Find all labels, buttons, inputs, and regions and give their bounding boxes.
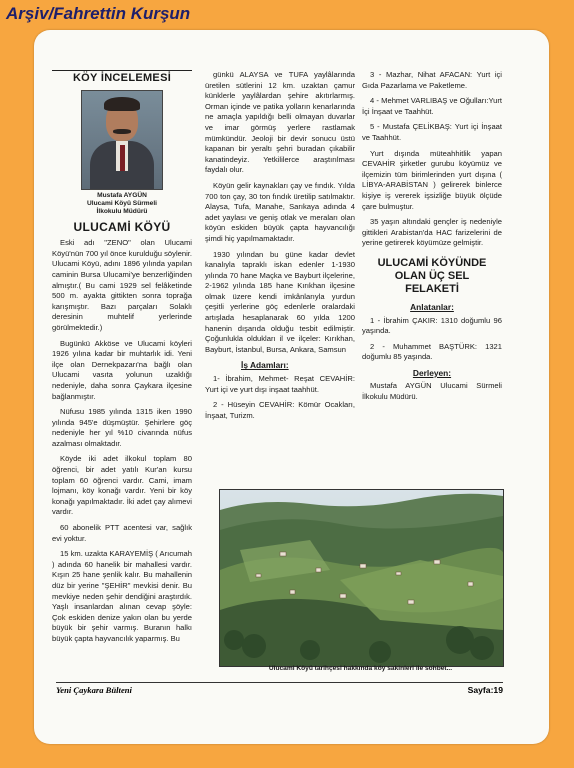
paragraph: Yurt dışında müteahhitlik yapan CEVAHİR şirketler gurubu köyümüz ve ilçemizin tüm birimlerinden yurt dışına ( LİBYA-ARABİSTAN ) gelirerek binlerce kişiye iş vererek işsizliğe büyük ölçüde çare bulmuştur. bbox=[362, 148, 502, 211]
photo-caption-line2: Ulucami Köyü Sürmeli bbox=[87, 199, 157, 207]
business-item: 5 - Mustafa ÇELİKBAŞ: Yurt içi İnşaat ve Taahhüt. bbox=[362, 122, 502, 142]
flood-title-line1: ULUCAMİ KÖYÜNDE bbox=[377, 256, 487, 269]
paragraph: günkü ALAYSA ve TUFA yaylâlarında üretilen sütlerini 12 km. uzaktan çamur künklerle yaylâlardan şehire akıtırlarmış. Orman içinde ve patika yolların kenarlarında ne amaçla yapıldığı belli olmayan duvarlar ve imar görmüş yerlere rastlamak mümkündür. Jeoloji bir devir sonucu üstü kapanan bir yeraltı şehri buradan çıkabilir kanatindeyiz. Yetkililerce araştırılması faydalı olur. bbox=[205, 70, 355, 175]
business-item: 2 - Hüseyin CEVAHİR: Kömür Ocakları, İnşaat, Turizm. bbox=[205, 400, 355, 420]
column-3 bbox=[362, 70, 502, 408]
portrait-photo bbox=[81, 90, 163, 190]
business-item: 4 - Mehmet VARLIBAŞ ve Oğulları:Yurt İçi İnşaat ve Taahhüt. bbox=[362, 96, 502, 116]
paragraph: Köyde iki adet ilkokul toplam 80 öğrenci, bir adet yatılı Kur'an kursu toplam 60 öğrenci vardır. Cami, imam lojmanı, köy konağı vardır. Yeni bir köy konağı yapılmaktadır. İki adet çay alımevi vardır. bbox=[52, 454, 192, 517]
paragraph: Bugünkü Akköse ve Ulucami köyleri 1926 yılına kadar bir muhtarlık idi. Yeni ilçe olan Dernekpazarı'na bağlı olan Ulucami vasıta yolunun uzaklığı nedeniyle, daha sonra Çaykara ilçesine bağlanmıştır. bbox=[52, 338, 192, 401]
narrators-heading: Anlatanlar: bbox=[410, 301, 454, 312]
photo-caption-line3: İlkokulu Müdürü bbox=[96, 207, 148, 215]
photo-caption bbox=[52, 192, 192, 216]
publication-name: Yeni Çaykara Bülteni bbox=[56, 685, 132, 695]
column-1 bbox=[52, 70, 192, 650]
business-item: 1- İbrahim, Mehmet- Reşat CEVAHİR: Yurt içi ve yurt dışı inşaat taahhüt. bbox=[205, 374, 355, 394]
flood-title-line3: FELAKETİ bbox=[405, 282, 459, 295]
page-footer bbox=[56, 682, 503, 695]
paragraph: 15 km. uzakta KARAYEMİŞ ( Arıcumah ) adında 60 hanelik bir mahallesi vardır. Kışın 25 hane şenlik kalır. Bu mahallenin düz bir yerine "ŞEHİR" mevkisi denir. Bu mevkiye neden şehir dendiğini araştırdık. Yaşlı insanlardan alınan cevap şöyle: Çok eskiden denize yakın olan bu yerde büyük bir şehir varmış. Buranın halkı büyük çapta hayvancılık yaparmış. Bu bbox=[52, 549, 192, 643]
paragraph: 1930 yılından bu güne kadar devlet kanalıyla tapraklı iskan edenler 1-1930 yılında 70 hane Maçka ve Bayburt ilçelerine, 2-1962 yılında 185 hane Kırıkhan ilçesine olmak üzere kendi imkânlarıyla yurdun çeşitli yerlerine göç edenlerle oralardaki artışlada hesaplanarak 60 yılda 1200 hanenin dışarıda olduğu tesbit edilmiştir. Çoğunlukla oldukları il ve ilçeler: Kırıkhan, Bayburt, İstanbul, Bursa, Ankara, Samsun bbox=[205, 249, 355, 354]
image-caption: Ulucami Köyü tarihçesi hakkında köy sakinleri ile sohbet... bbox=[268, 665, 453, 672]
paragraph: 35 yaşın altındaki gençler iş nedeniyle gittikleri Arabistan'da HAC farizelerini de yerine getirerek köyümüze gelmiştir. bbox=[362, 217, 502, 248]
page-number: Sayfa:19 bbox=[467, 685, 503, 695]
compiler-text: Mustafa AYGÜN Ulucami Sürmeli İlkokulu Müdürü. bbox=[362, 381, 502, 402]
flood-section-title bbox=[362, 257, 502, 296]
article-title: ULUCAMİ KÖYÜ bbox=[73, 219, 171, 234]
paragraph: Nüfusu 1985 yılında 1315 iken 1990 yılında 945'e düşmüştür. Şehirlere göç nedeniyle her yıl %10 civarında nüfus azalması olmaktadır. bbox=[52, 407, 192, 448]
paragraph: Eski adı "ZENO" olan Ulucami Köyü'nün 700 yıl önce kurulduğu söylenir. Ulucami Köyü, adını 1896 yılında yapılan caminin Bursa Ulucami'ye benzerliğinden almıştır.( Bu cami 1929 sel felâketinde 500 m. ayakta gittikten sonra toprağa karışmıştır. Bazı parçaları Solaklı deresinin muhtelif yerlerinde görülmektedir.) bbox=[52, 238, 192, 332]
section-title: KÖY İNCELEMESİ bbox=[52, 70, 192, 84]
village-landscape-photo bbox=[219, 489, 504, 667]
flood-title-line2: OLAN ÜÇ SEL bbox=[394, 269, 470, 282]
business-heading: İş Adamları: bbox=[241, 360, 289, 371]
photo-caption-name: Mustafa AYGÜN bbox=[97, 191, 147, 199]
archive-label: Arşiv/Fahrettin Kurşun bbox=[6, 4, 191, 23]
narrator-item: 2 - Muhammet BAŞTÜRK: 1321 doğumlu 85 yaşında. bbox=[362, 341, 502, 362]
paragraph: Köyün gelir kaynakları çay ve fındık. Yılda 700 ton çay, 30 ton fındık üretilip satılmaktır. Alaysa, Tufa, Manahe, Sarıkaya adında 4 adet yaylası ve geniş otlak ve meraları olan köyün eskiden büyük çapta hayvancılığı şimdi hiç yapılmamaktadır. bbox=[205, 180, 355, 243]
column-2 bbox=[205, 70, 355, 426]
business-item: 3 - Mazhar, Nihat AFACAN: Yurt içi Gıda Pazarlama ve Paketleme. bbox=[362, 70, 502, 90]
narrator-item: 1 - İbrahim ÇAKIR: 1310 doğumlu 96 yaşında. bbox=[362, 315, 502, 336]
paragraph: 60 abonelik PTT acentesi var, sağlık evi yoktur. bbox=[52, 523, 192, 543]
compiler-heading: Derleyen: bbox=[412, 367, 452, 378]
